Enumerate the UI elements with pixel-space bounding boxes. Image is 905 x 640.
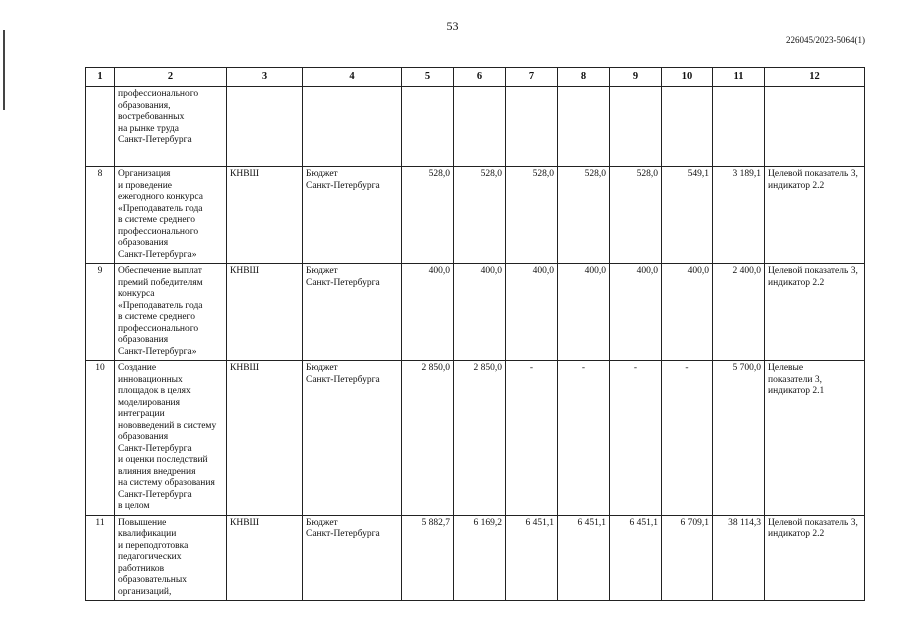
col-header-12: 12: [765, 68, 865, 87]
executor: КНВШ: [227, 515, 303, 601]
measure-name: Создание инновационных площадок в целях моделирования интеграции нововведений в систему образования Санкт-Петербурга и оценки последствий влияния внедрения на систему образования Санкт-Петербурга в целом: [115, 361, 227, 516]
col-header-5: 5: [402, 68, 454, 87]
col-header-7: 7: [506, 68, 558, 87]
value-col7: 528,0: [506, 167, 558, 264]
value-col5: 2 850,0: [402, 361, 454, 516]
row-number: 11: [86, 515, 115, 601]
value-col9: 400,0: [610, 264, 662, 361]
page-number: 53: [446, 19, 459, 33]
value-col8: 528,0: [558, 167, 610, 264]
value-total: 5 700,0: [713, 361, 765, 516]
row-number: 9: [86, 264, 115, 361]
binding-mark: [3, 30, 5, 110]
funding-source: Бюджет Санкт-Петербурга: [303, 361, 402, 516]
value-col5: 528,0: [402, 167, 454, 264]
value-col7: 400,0: [506, 264, 558, 361]
row-number: 10: [86, 361, 115, 516]
value-col5: [402, 87, 454, 167]
value-col10: 400,0: [662, 264, 713, 361]
budget-table: [85, 67, 865, 601]
row-number: [86, 87, 115, 167]
executor: [227, 87, 303, 167]
executor: КНВШ: [227, 361, 303, 516]
value-total: 2 400,0: [713, 264, 765, 361]
funding-source: Бюджет Санкт-Петербурга: [303, 264, 402, 361]
value-total: [713, 87, 765, 167]
row-number: 8: [86, 167, 115, 264]
value-col8: 6 451,1: [558, 515, 610, 601]
value-total: 3 189,1: [713, 167, 765, 264]
indicator: Целевой показатель 3, индикатор 2.2: [765, 515, 865, 601]
value-col10: [662, 87, 713, 167]
col-header-6: 6: [454, 68, 506, 87]
measure-name: Повышение квалификации и переподготовка педагогических работников образовательных организаций,: [115, 515, 227, 601]
value-col5: 5 882,7: [402, 515, 454, 601]
col-header-2: 2: [115, 68, 227, 87]
value-col6: 400,0: [454, 264, 506, 361]
col-header-8: 8: [558, 68, 610, 87]
indicator: [765, 87, 865, 167]
funding-source: Бюджет Санкт-Петербурга: [303, 515, 402, 601]
value-col9: 528,0: [610, 167, 662, 264]
table-row: [86, 87, 865, 167]
value-col9: -: [610, 361, 662, 516]
table-row: [86, 167, 865, 264]
funding-source: Бюджет Санкт-Петербурга: [303, 167, 402, 264]
indicator: Целевые показатели 3, индикатор 2.1: [765, 361, 865, 516]
header-row: [86, 68, 865, 87]
col-header-10: 10: [662, 68, 713, 87]
value-col6: 528,0: [454, 167, 506, 264]
value-col10: 549,1: [662, 167, 713, 264]
measure-name: Организация и проведение ежегодного конкурса «Преподаватель года в системе среднего профессионального образования Санкт-Петербурга»: [115, 167, 227, 264]
value-col6: [454, 87, 506, 167]
executor: КНВШ: [227, 264, 303, 361]
measure-name: Обеспечение выплат премий победителям конкурса «Преподаватель года в системе среднего профессионального образования Санкт-Петербурга»: [115, 264, 227, 361]
value-col6: 2 850,0: [454, 361, 506, 516]
table-row: [86, 515, 865, 601]
value-total: 38 114,3: [713, 515, 765, 601]
value-col10: -: [662, 361, 713, 516]
indicator: Целевой показатель 3, индикатор 2.2: [765, 167, 865, 264]
col-header-9: 9: [610, 68, 662, 87]
col-header-4: 4: [303, 68, 402, 87]
col-header-1: 1: [86, 68, 115, 87]
value-col8: 400,0: [558, 264, 610, 361]
value-col10: 6 709,1: [662, 515, 713, 601]
col-header-11: 11: [713, 68, 765, 87]
value-col6: 6 169,2: [454, 515, 506, 601]
indicator: Целевой показатель 3, индикатор 2.2: [765, 264, 865, 361]
table-row: [86, 361, 865, 516]
value-col8: [558, 87, 610, 167]
table-row: [86, 264, 865, 361]
value-col7: [506, 87, 558, 167]
value-col5: 400,0: [402, 264, 454, 361]
value-col8: -: [558, 361, 610, 516]
value-col9: 6 451,1: [610, 515, 662, 601]
value-col7: -: [506, 361, 558, 516]
executor: КНВШ: [227, 167, 303, 264]
measure-name: профессионального образования, востребованных на рынке труда Санкт-Петербурга: [115, 87, 227, 167]
document-id: 226045/2023-5064(1): [786, 35, 865, 45]
funding-source: [303, 87, 402, 167]
value-col7: 6 451,1: [506, 515, 558, 601]
col-header-3: 3: [227, 68, 303, 87]
value-col9: [610, 87, 662, 167]
